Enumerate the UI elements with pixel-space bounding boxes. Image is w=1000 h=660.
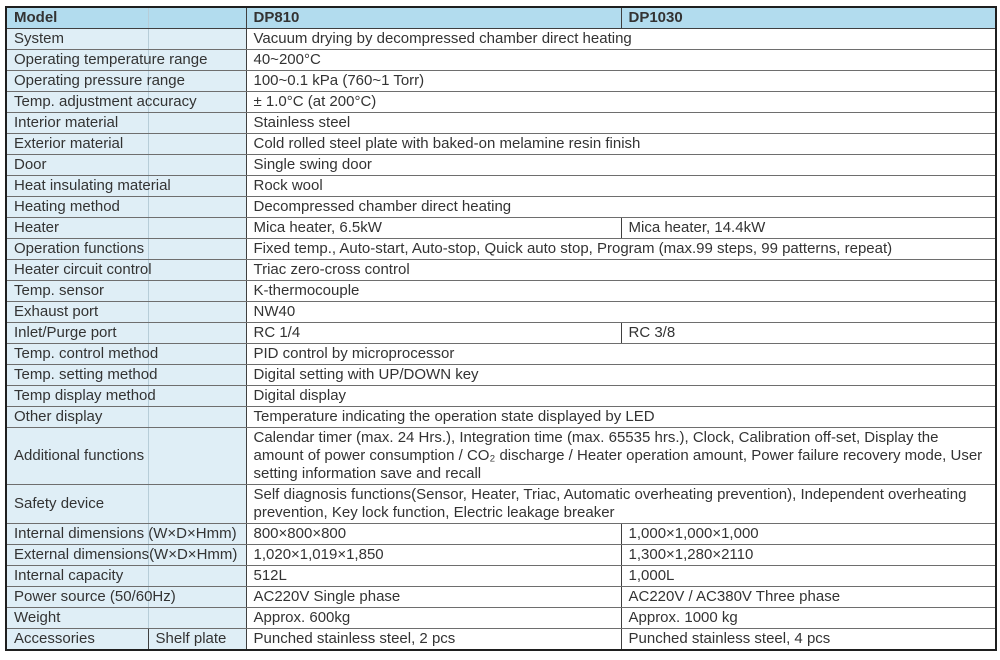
value-dp1030: 1,000×1,000×1,000	[621, 524, 996, 545]
row-value: Fixed temp., Auto-start, Auto-stop, Quick auto stop, Program (max.99 steps, 99 patterns, repeat)	[246, 239, 996, 260]
row-label: Operation functions	[6, 239, 246, 260]
row-value: Rock wool	[246, 176, 996, 197]
row-label: Temp. setting method	[6, 365, 246, 386]
row-label: Temp display method	[6, 386, 246, 407]
row-label: Exhaust port	[6, 302, 246, 323]
value-dp810: Mica heater, 6.5kW	[246, 218, 621, 239]
value-dp1030: Mica heater, 14.4kW	[621, 218, 996, 239]
spec-row-door	[6, 155, 996, 176]
row-value: Calendar timer (max. 24 Hrs.), Integration time (max. 65535 hrs.), Clock, Calibration off-set, Display the amount of power consumption / CO₂ discharge / Heater operation amount, Power failure recovery mode, User setting information save and recall	[246, 428, 996, 485]
row-value: 100~0.1 kPa (760~1 Torr)	[246, 71, 996, 92]
row-label: Temp. adjustment accuracy	[6, 92, 246, 113]
row-value: Self diagnosis functions(Sensor, Heater, Triac, Automatic overheating prevention), Independent overheating prevention, Key lock function, Electric leakage breaker	[246, 485, 996, 524]
row-value: NW40	[246, 302, 996, 323]
row-label: Internal capacity	[6, 566, 246, 587]
spec-row-weight	[6, 608, 996, 629]
value-dp1030: AC220V / AC380V Three phase	[621, 587, 996, 608]
row-value: Stainless steel	[246, 113, 996, 134]
row-label: Exterior material	[6, 134, 246, 155]
spec-table	[5, 6, 997, 651]
row-value: Decompressed chamber direct heating	[246, 197, 996, 218]
row-label: Heat insulating material	[6, 176, 246, 197]
row-label: Other display	[6, 407, 246, 428]
row-label: Accessories	[6, 629, 148, 651]
row-label: Heating method	[6, 197, 246, 218]
row-value: 40~200°C	[246, 50, 996, 71]
row-value: Cold rolled steel plate with baked-on melamine resin finish	[246, 134, 996, 155]
spec-row-safety-device	[6, 485, 996, 524]
row-value: Vacuum drying by decompressed chamber direct heating	[246, 29, 996, 50]
row-label: Operating pressure range	[6, 71, 246, 92]
row-label: External dimensions(W×D×Hmm)	[6, 545, 246, 566]
spec-row-temp-sensor	[6, 281, 996, 302]
row-label: Safety device	[6, 485, 246, 524]
value-dp810: AC220V Single phase	[246, 587, 621, 608]
row-label: Heater circuit control	[6, 260, 246, 281]
row-label: Operating temperature range	[6, 50, 246, 71]
spec-row-operation-functions	[6, 239, 996, 260]
row-value: Single swing door	[246, 155, 996, 176]
row-value: Digital display	[246, 386, 996, 407]
spec-row-temp-control-method	[6, 344, 996, 365]
row-value: PID control by microprocessor	[246, 344, 996, 365]
spec-row-inlet-purge-port	[6, 323, 996, 344]
spec-row-temp-adjustment-accuracy	[6, 92, 996, 113]
row-label: Temp. sensor	[6, 281, 246, 302]
row-label: Power source (50/60Hz)	[6, 587, 246, 608]
column-header-dp810: DP810	[246, 7, 621, 29]
row-label: Temp. control method	[6, 344, 246, 365]
row-label: Door	[6, 155, 246, 176]
spec-row-temp-display-method	[6, 386, 996, 407]
value-dp810: RC 1/4	[246, 323, 621, 344]
value-dp1030: RC 3/8	[621, 323, 996, 344]
spec-row-external-dimensions-w-d-hmm	[6, 545, 996, 566]
spec-row-temp-setting-method	[6, 365, 996, 386]
value-dp810: 1,020×1,019×1,850	[246, 545, 621, 566]
spec-row-exhaust-port	[6, 302, 996, 323]
spec-row-operating-pressure-range	[6, 71, 996, 92]
row-label: Heater	[6, 218, 246, 239]
value-dp810: Punched stainless steel, 2 pcs	[246, 629, 621, 651]
column-header-model: Model	[6, 7, 246, 29]
value-dp810: Approx. 600kg	[246, 608, 621, 629]
row-value: Triac zero-cross control	[246, 260, 996, 281]
spec-row-internal-capacity	[6, 566, 996, 587]
row-value: ± 1.0°C (at 200°C)	[246, 92, 996, 113]
header-row	[6, 7, 996, 29]
row-sublabel: Shelf plate	[148, 629, 246, 651]
spec-row-accessories	[6, 629, 996, 651]
value-dp1030: Punched stainless steel, 4 pcs	[621, 629, 996, 651]
spec-row-system	[6, 29, 996, 50]
spec-row-exterior-material	[6, 134, 996, 155]
spec-row-internal-dimensions-w-d-hmm	[6, 524, 996, 545]
spec-row-heater	[6, 218, 996, 239]
row-value: Temperature indicating the operation state displayed by LED	[246, 407, 996, 428]
row-value: Digital setting with UP/DOWN key	[246, 365, 996, 386]
spec-row-additional-functions	[6, 428, 996, 485]
spec-row-other-display	[6, 407, 996, 428]
row-label: Weight	[6, 608, 246, 629]
value-dp1030: 1,300×1,280×2110	[621, 545, 996, 566]
spec-row-heater-circuit-control	[6, 260, 996, 281]
spec-row-heat-insulating-material	[6, 176, 996, 197]
row-label: Additional functions	[6, 428, 246, 485]
row-value: K-thermocouple	[246, 281, 996, 302]
value-dp810: 512L	[246, 566, 621, 587]
row-label: Internal dimensions (W×D×Hmm)	[6, 524, 246, 545]
spec-table-body	[6, 29, 996, 651]
spec-row-power-source-50-60hz	[6, 587, 996, 608]
row-label: System	[6, 29, 246, 50]
spec-row-interior-material	[6, 113, 996, 134]
spec-row-heating-method	[6, 197, 996, 218]
spec-row-operating-temperature-range	[6, 50, 996, 71]
value-dp1030: 1,000L	[621, 566, 996, 587]
value-dp1030: Approx. 1000 kg	[621, 608, 996, 629]
value-dp810: 800×800×800	[246, 524, 621, 545]
row-label: Interior material	[6, 113, 246, 134]
column-header-dp1030: DP1030	[621, 7, 996, 29]
row-label: Inlet/Purge port	[6, 323, 246, 344]
